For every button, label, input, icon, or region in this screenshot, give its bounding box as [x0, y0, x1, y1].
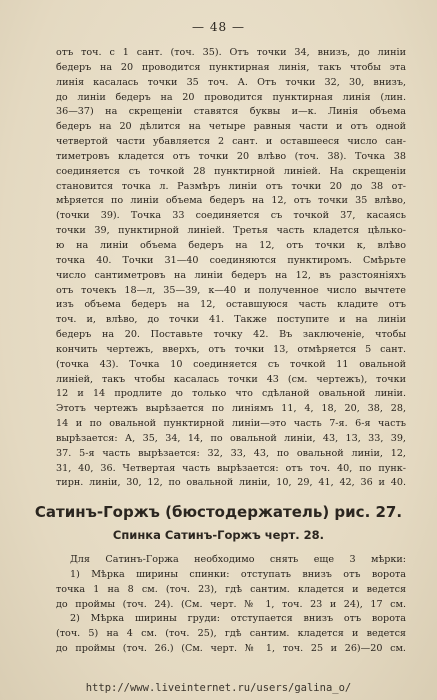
text-line: 31, 40, 36. Четвертая часть вырѣзается: отъ точ. 40, по пунк- [56, 462, 406, 474]
text-line: 12 и 14 продлите до только что сдѣланой овальной линіи. [56, 388, 406, 400]
text-line: точка 40. Точки 31—40 соединяются пунктиромъ. Смѣрьте [56, 254, 406, 266]
text-line: отъ точ. с 1 сант. (точ. 35). Отъ точки 34, внизъ, до линіи [56, 47, 406, 58]
section-subheading: Спинка Сатинъ-Горжъ черт. 28. [112, 528, 325, 542]
text-line: кончить чертежъ, вверхъ, отъ точки 13, отмѣряется 5 сант. [56, 343, 406, 355]
text-line: точ. и, влѣво, до точки 41. Также поступите и на линіи [56, 314, 406, 326]
text-line: бедеръ на 20. Поставьте точку 42. Въ заключеніе, чтобы [56, 329, 406, 341]
section-heading: Сатинъ-Горжъ (бюстодержатель) рис. 27. [34, 503, 403, 521]
text-line: четвертой части убавляется 2 сант. и оставшееся число сан- [56, 136, 406, 148]
text-line: до проймы (точ. 26.) (См. черт. № 1, точ. 25 и 26)—20 см. [56, 643, 406, 655]
text-line: Для Сатинъ-Горжа необходимо снять еще 3 мѣрки: [70, 554, 406, 565]
text-line: изъ объема бедеръ на 12, оставшуюся часть кладите отъ [56, 299, 406, 311]
text-line: (точки 39). Точка 33 соединяется съ точкой 37, касаясь [56, 210, 406, 222]
text-line: 1) Мѣрка ширины спинки: отступать внизъ отъ ворота [70, 568, 406, 580]
text-line: 14 и по овальной пунктирной линіи—это часть 7-я. 6-я часть [56, 418, 406, 430]
text-line: 37. 5-я часть вырѣзается: 32, 33, 43, по овальной линіи, 12, [56, 447, 406, 459]
text-line: до линіи бедеръ на 20 проводится пунктирная линія (лин. [56, 91, 406, 103]
text-line: отъ точекъ 18—л, 35—39, к—40 и полученное число вычтете [56, 284, 406, 296]
text-line: до проймы (точ. 24). (См. черт. № 1, точ. 23 и 24), 17 см. [56, 598, 406, 610]
text-line: бедеръ на 20 проводится пунктирная линія, такъ чтобы эта [56, 61, 406, 73]
text-line: линіей, такъ чтобы касалась точки 43 (см. чертежъ), точки [56, 373, 406, 385]
text-line: мѣряется по линіи объема бедеръ на 12, отъ точки 35 влѣво, [56, 195, 406, 207]
text-line: ю на линіи объема бедеръ на 12, отъ точки к, влѣво [56, 239, 406, 251]
text-line: тиметровъ кладется отъ точки 20 влѣво (точ. 38). Точка 38 [56, 150, 406, 162]
text-line: вырѣзается: А, 35, 34, 14, по овальной линіи, 43, 13, 33, 39, [56, 432, 406, 444]
watermark-url: http://www.liveinternet.ru/users/galina_o/ [85, 682, 352, 694]
text-line: (точ. 5) на 4 см. (точ. 25), гдѣ сантим. кладется и ведется [56, 628, 406, 640]
page-number: — 48 — [192, 20, 245, 34]
text-line: 36—37) на скрещеніи ставятся буквы и—к. Линія объема [56, 106, 406, 118]
paragraph-measurements [56, 553, 406, 657]
text-line: соединяется съ точкой 28 пунктирной линіей. На скрещеніи [56, 165, 406, 177]
text-line: число сантиметровъ на линіи бедеръ на 12, въ разстояніяхъ [56, 269, 406, 281]
text-line: становится точка л. Размѣръ линіи отъ точки 20 до 38 от- [56, 180, 406, 192]
text-line: тирн. линіи, 30, 12, по овальной линіи, 10, 29, 41, 42, 36 и 40. [56, 477, 406, 489]
text-line: (точка 43). Точка 10 соединяется съ точкой 11 овальной [56, 358, 406, 370]
paragraph-main [56, 46, 406, 491]
text-line: точки 39, пунктирной линіей. Третья часть кладется цѣлько- [56, 225, 406, 237]
text-line: точка 1 на 8 см. (точ. 23), гдѣ сантим. кладется и ведется [56, 583, 406, 595]
text-line: Этотъ чертежъ вырѣзается по линіямъ 11, 4, 18, 20, 38, 28, [56, 403, 406, 415]
text-line: линія касалась точки 35 точ. А. Отъ точки 32, 30, внизъ, [56, 76, 406, 88]
text-line: бедеръ на 20 дѣлится на четыре равныя части и отъ одной [56, 121, 406, 133]
text-line: 2) Мѣрка ширины груди: отступается внизъ отъ ворота [70, 613, 406, 625]
